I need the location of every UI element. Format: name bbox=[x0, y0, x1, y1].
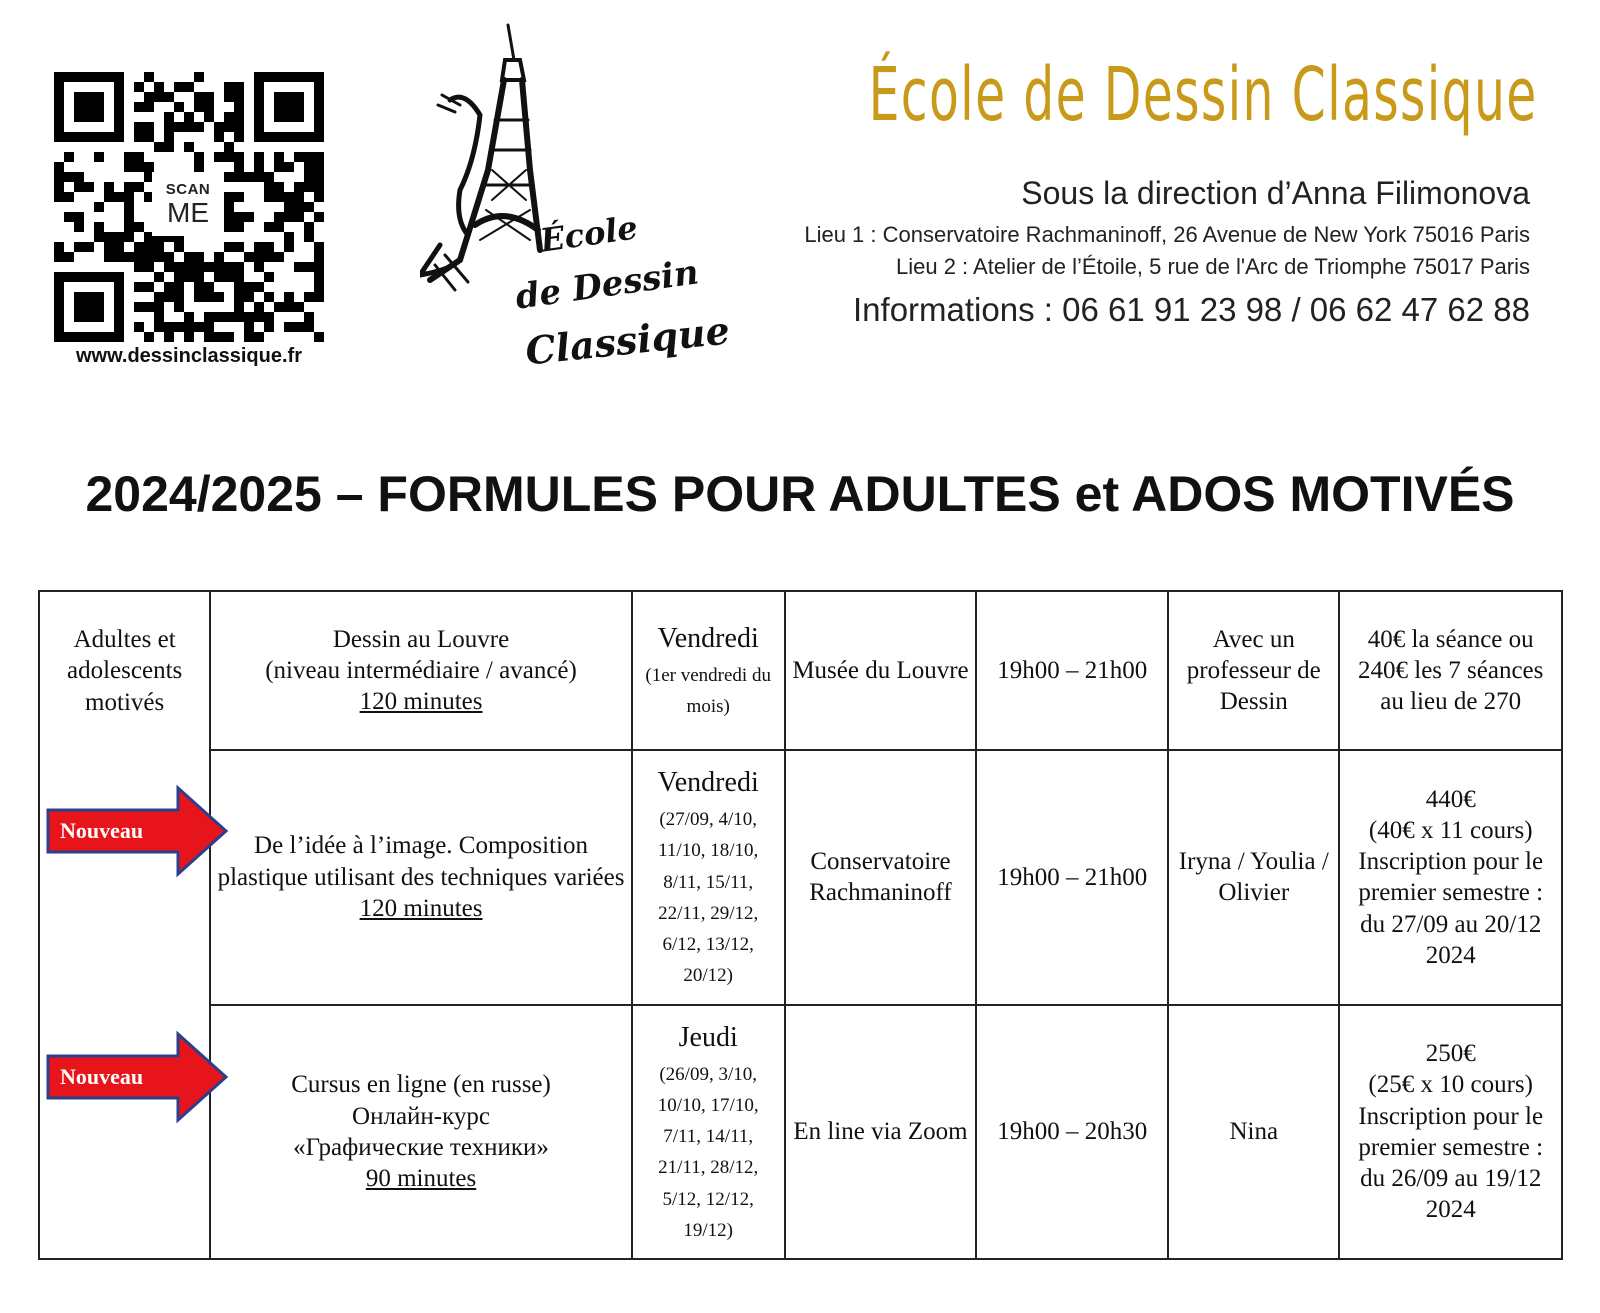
logo-text-line3: Classique bbox=[523, 307, 732, 374]
logo-text-line2: de Dessin bbox=[513, 252, 702, 318]
contact-phones: Informations : 06 61 91 23 98 / 06 62 47 62 88 bbox=[853, 291, 1530, 328]
qr-code[interactable] bbox=[54, 72, 324, 342]
course-place: Conservatoire Rachmaninoff bbox=[809, 848, 952, 907]
table-row bbox=[39, 591, 1562, 750]
course-title-line: Онлайн-курс bbox=[352, 1102, 491, 1130]
audience-cell bbox=[39, 591, 210, 750]
day-cell bbox=[632, 750, 785, 1004]
course-hours: 19h00 – 20h30 bbox=[997, 1118, 1148, 1146]
table-row bbox=[39, 750, 1562, 1004]
course-price-line: (25€ x 10 cours) bbox=[1368, 1071, 1533, 1099]
location-2: Lieu 2 : Atelier de l’Étoile, 5 rue de l'Arc de Triomphe 75017 Paris bbox=[895, 254, 1530, 279]
nouveau-badge bbox=[44, 784, 230, 878]
school-logo bbox=[420, 20, 732, 380]
brand-title: École de Dessin Classique bbox=[869, 52, 1538, 138]
scan-me-label bbox=[152, 172, 224, 236]
price-cell bbox=[1339, 1005, 1562, 1259]
price-cell bbox=[1339, 750, 1562, 1004]
place-cell bbox=[785, 1005, 977, 1259]
table-row bbox=[39, 1005, 1562, 1259]
teacher-cell bbox=[1168, 1005, 1339, 1259]
course-teacher: Iryna / Youlia / Olivier bbox=[1178, 848, 1329, 907]
nouveau-label: Nouveau bbox=[60, 1064, 144, 1089]
day-cell bbox=[632, 591, 785, 750]
nouveau-badge bbox=[44, 1030, 230, 1124]
course-duration: 120 minutes bbox=[359, 894, 483, 922]
course-title-line: «Графические техники» bbox=[293, 1133, 549, 1161]
location-1: Lieu 1 : Conservatoire Rachmaninoff, 26 Avenue de New York 75016 Paris bbox=[804, 222, 1530, 247]
course-dates: (27/09, 4/10, 11/10, 18/10, 8/11, 15/11, 22/11, 29/12, 6/12, 13/12, 20/12) bbox=[658, 809, 759, 987]
place-cell bbox=[785, 750, 977, 1004]
teacher-cell bbox=[1168, 591, 1339, 750]
course-title-line: (niveau intermédiaire / avancé) bbox=[265, 656, 577, 684]
place-cell bbox=[785, 591, 977, 750]
course-price-line: (40€ x 11 cours) bbox=[1368, 816, 1533, 844]
course-price-line: 250€ bbox=[1425, 1040, 1476, 1067]
course-cell bbox=[210, 750, 632, 1004]
teacher-cell bbox=[1168, 750, 1339, 1004]
director-subtitle: Sous la direction d’Anna Filimonova bbox=[1021, 175, 1530, 211]
course-price-line: Inscription pour le premier semestre : du 27/09 au 20/12 2024 bbox=[1358, 848, 1544, 969]
course-day: Vendredi bbox=[657, 622, 759, 654]
course-hours: 19h00 – 21h00 bbox=[997, 863, 1148, 891]
course-teacher: Nina bbox=[1229, 1118, 1279, 1146]
course-title-line: De l’idée à l’image. Composition plastique utilisant des techniques variées bbox=[217, 832, 625, 891]
course-cell bbox=[210, 1005, 632, 1259]
scan-text: SCAN bbox=[165, 180, 211, 198]
course-title-line: Dessin au Louvre bbox=[332, 625, 510, 653]
website-link[interactable]: www.dessinclassique.fr bbox=[75, 345, 302, 367]
nouveau-label: Nouveau bbox=[60, 818, 144, 843]
course-place: Musée du Louvre bbox=[792, 656, 969, 684]
course-hours: 19h00 – 21h00 bbox=[997, 656, 1148, 684]
course-day: Vendredi bbox=[657, 767, 759, 799]
page-title: 2024/2025 – FORMULES POUR ADULTES et ADOS MOTIVÉS bbox=[85, 466, 1515, 522]
course-price-line: Inscription pour le premier semestre : du 26/09 au 19/12 2024 bbox=[1358, 1102, 1544, 1224]
course-price: 40€ la séance ou 240€ les 7 séances au lieu de 270 bbox=[1358, 625, 1544, 716]
audience-label: Adultes et adolescents motivés bbox=[67, 626, 183, 716]
hours-cell bbox=[976, 591, 1168, 750]
course-dates: (1er vendredi du mois) bbox=[645, 664, 771, 718]
hours-cell bbox=[976, 1005, 1168, 1259]
me-text: ME bbox=[167, 196, 209, 228]
course-day: Jeudi bbox=[678, 1021, 738, 1053]
price-cell bbox=[1339, 591, 1562, 750]
course-cell bbox=[210, 591, 632, 750]
course-place: En line via Zoom bbox=[793, 1118, 968, 1146]
course-price-line: 440€ bbox=[1425, 785, 1476, 813]
hours-cell bbox=[976, 750, 1168, 1004]
course-duration: 120 minutes bbox=[359, 688, 483, 716]
day-cell bbox=[632, 1005, 785, 1259]
logo-text-line1: École bbox=[537, 208, 640, 260]
course-title-line: Cursus en ligne (en russe) bbox=[291, 1071, 551, 1099]
course-dates: (26/09, 3/10, 10/10, 17/10, 7/11, 14/11, 21/11, 28/12, 5/12, 12/12, 19/12) bbox=[657, 1063, 759, 1241]
course-duration: 90 minutes bbox=[365, 1165, 477, 1192]
course-teacher: Avec un professeur de Dessin bbox=[1186, 625, 1321, 716]
formulas-table bbox=[38, 590, 1563, 1260]
